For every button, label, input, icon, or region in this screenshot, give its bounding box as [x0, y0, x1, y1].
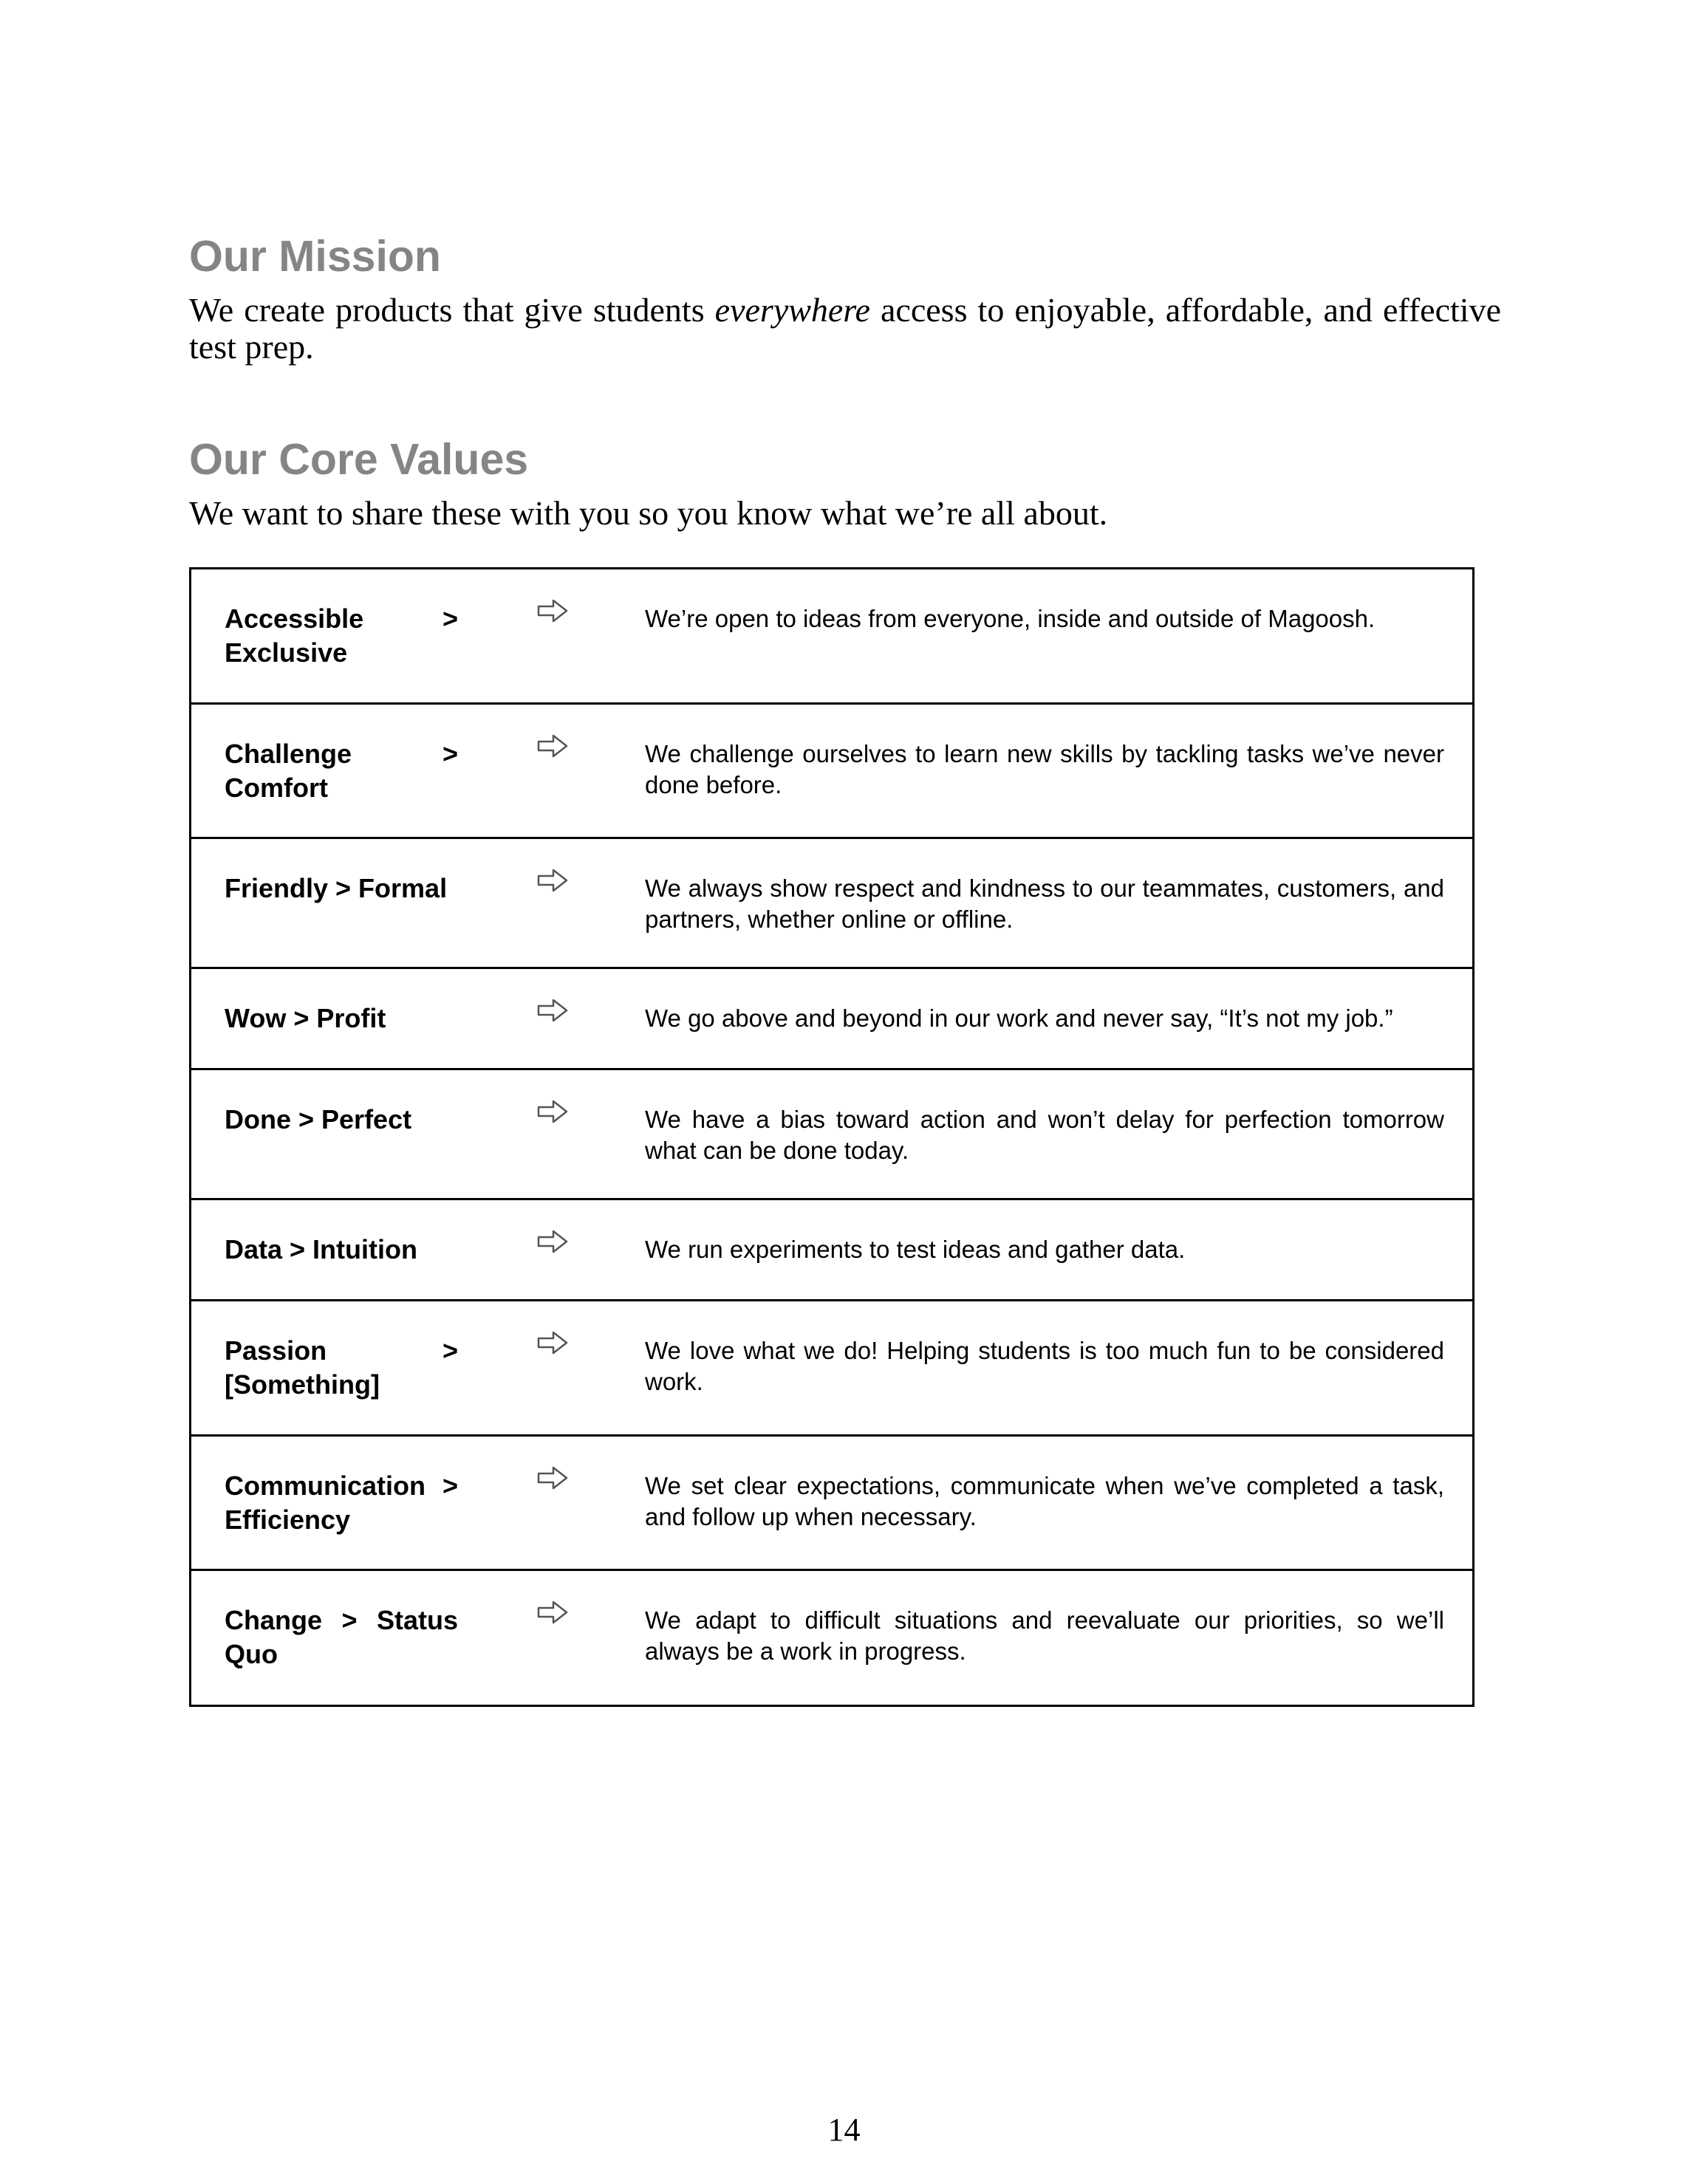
- mission-statement: [189, 292, 1501, 366]
- value-name: Data > Intuition: [225, 1234, 417, 1264]
- right-arrow-outline-icon: [537, 867, 568, 894]
- value-row: [191, 1070, 1472, 1200]
- right-arrow-outline-icon: [537, 1098, 568, 1125]
- value-name: Done > Perfect: [225, 1104, 412, 1134]
- right-arrow-outline-icon: [537, 997, 568, 1024]
- mission-heading: Our Mission: [189, 232, 441, 281]
- value-description: We have a bias toward action and won’t delay for perfection tomorrow what can be done today.: [645, 1106, 1444, 1164]
- page-number: 14: [827, 2112, 861, 2148]
- value-description: We adapt to difficult situations and reevaluate our priorities, so we’ll always be a work in progress.: [645, 1606, 1444, 1665]
- right-arrow-outline-icon: [537, 1329, 568, 1356]
- value-row: [191, 969, 1472, 1070]
- core-values-table: [189, 567, 1475, 1707]
- value-description: We set clear expectations, communicate when we’ve completed a task, and follow up when necessary.: [645, 1472, 1444, 1530]
- value-row: [191, 705, 1472, 839]
- value-row: [191, 1200, 1472, 1301]
- value-row: [191, 1571, 1472, 1705]
- value-row: [191, 569, 1472, 705]
- core-values-heading: Our Core Values: [189, 435, 529, 484]
- value-name: Friendly > Formal: [225, 873, 448, 903]
- right-arrow-outline-icon: [537, 733, 568, 759]
- value-row: [191, 1301, 1472, 1437]
- right-arrow-outline-icon: [537, 1599, 568, 1626]
- value-description: We run experiments to test ideas and gather data.: [645, 1236, 1186, 1263]
- value-name: Challenge > Comfort: [225, 739, 458, 803]
- value-description: We love what we do! Helping students is too much fun to be considered work.: [645, 1337, 1444, 1395]
- value-description: We always show respect and kindness to our teammates, customers, and partners, whether online or offline.: [645, 874, 1444, 933]
- right-arrow-outline-icon: [537, 1465, 568, 1491]
- value-name: Passion > [Something]: [225, 1335, 458, 1400]
- value-name: Communication > Efficiency: [225, 1471, 458, 1535]
- core-values-intro: We want to share these with you so you know what we’re all about.: [189, 494, 1108, 532]
- value-description: We challenge ourselves to learn new skills by tackling tasks we’ve never done before.: [645, 740, 1444, 798]
- value-name: Wow > Profit: [225, 1003, 386, 1033]
- mission-text-start: We create products that give students: [189, 291, 715, 329]
- mission-emphasis: everywhere: [714, 291, 870, 329]
- value-name: Change > Status Quo: [225, 1605, 458, 1669]
- mission-text-end: access to enjoyable, affordable, and effective test prep.: [189, 291, 1501, 366]
- value-description: We go above and beyond in our work and never say, “It’s not my job.”: [645, 1004, 1393, 1032]
- value-row: [191, 839, 1472, 969]
- right-arrow-outline-icon: [537, 598, 568, 624]
- right-arrow-outline-icon: [537, 1228, 568, 1255]
- value-name: Accessible > Exclusive: [225, 603, 458, 668]
- value-description: We’re open to ideas from everyone, inside and outside of Magoosh.: [645, 605, 1376, 632]
- value-row: [191, 1437, 1472, 1571]
